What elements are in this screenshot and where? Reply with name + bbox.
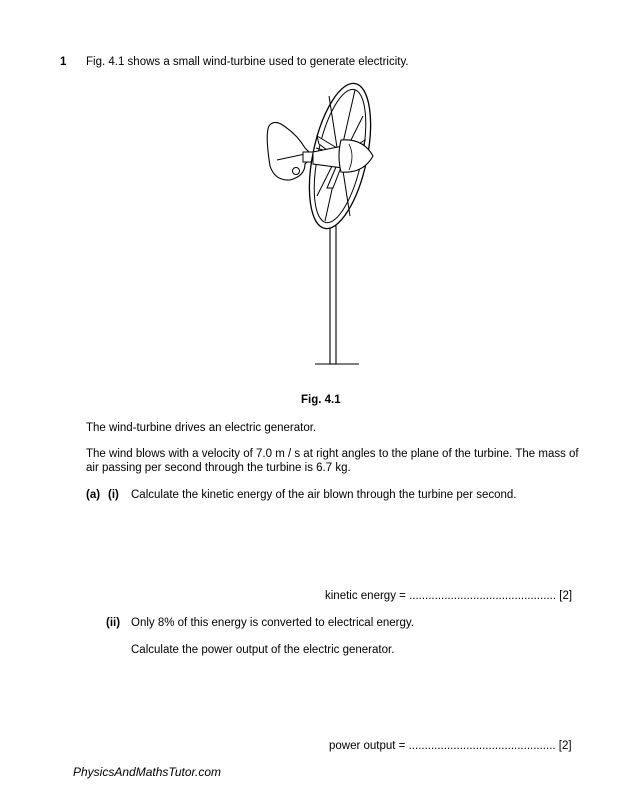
part-a-ii-text-1: Only 8% of this energy is converted to electrical energy. [131,617,414,629]
power-output-answer-line [329,739,572,754]
part-a-ii-label: (ii) [106,617,121,629]
kinetic-energy-answer-space[interactable]: .............................................. [409,590,557,602]
question-intro: Fig. 4.1 shows a small wind-turbine used to generate electricity. [86,56,409,68]
kinetic-energy-label: kinetic energy = [325,590,410,602]
wind-turbine-figure [255,76,385,371]
kinetic-energy-marks: [2] [559,590,573,602]
part-a-i-text: Calculate the kinetic energy of the air blown through the turbine per second. [131,489,517,501]
question-number: 1 [60,56,67,68]
part-a-i-label: (i) [108,489,119,501]
footer-site-name: PhysicsAndMathsTutor.com [73,765,222,779]
body-paragraph-2-line-1: The wind blows with a velocity of 7.0 m / s at right angles to the plane of the turbine. The mass of [86,448,579,460]
power-output-label: power output = [329,740,409,752]
body-paragraph-1: The wind-turbine drives an electric generator. [86,422,317,434]
part-a-ii-text-2: Calculate the power output of the electric generator. [131,644,395,656]
figure-caption: Fig. 4.1 [301,394,341,406]
wind-turbine-illustration-icon [255,76,385,371]
body-paragraph-2-line-2: air passing per second through the turbine is 6.7 kg. [86,462,351,474]
power-output-marks: [2] [558,740,572,752]
power-output-answer-space[interactable]: .............................................. [408,740,556,752]
kinetic-energy-answer-line [325,589,572,604]
part-a-label: (a) [86,489,101,501]
